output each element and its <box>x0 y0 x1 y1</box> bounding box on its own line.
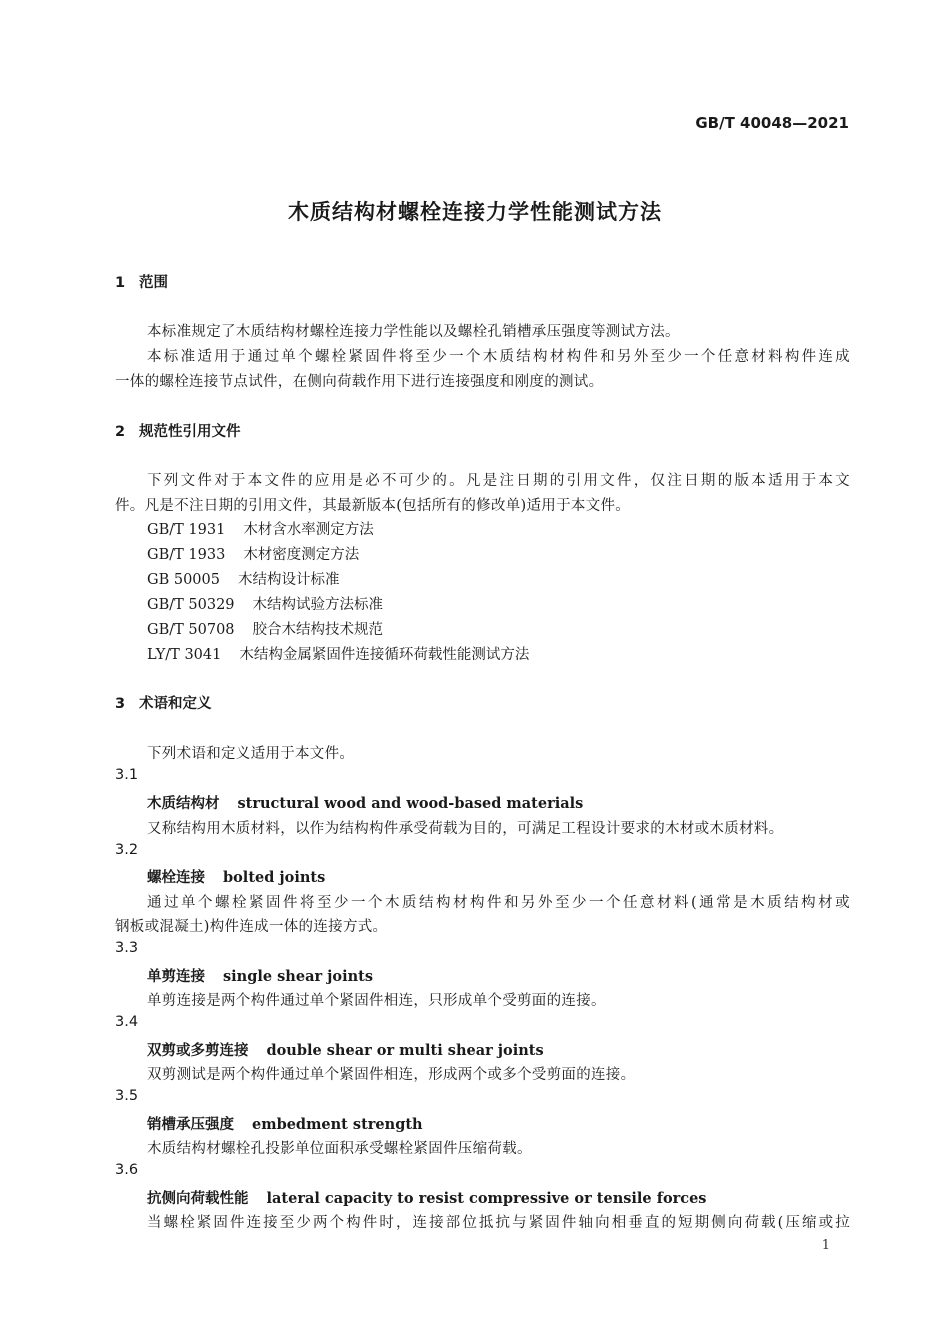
reference-code: GB 50005 <box>147 572 220 588</box>
section-1-heading <box>115 271 168 292</box>
section-2-heading <box>115 420 241 441</box>
term-en: bolted joints <box>223 869 326 886</box>
paragraph-line: 一体的螺栓连接节点试件，在侧向荷载作用下进行连接强度和刚度的测试。 <box>115 374 604 390</box>
term-zh: 抗侧向荷载性能 <box>147 1191 249 1207</box>
section-title: 术语和定义 <box>139 696 212 712</box>
reference-code: GB/T 50708 <box>147 622 235 638</box>
term-zh: 销槽承压强度 <box>147 1117 234 1133</box>
term-definition: 双剪测试是两个构件通过单个紧固件相连，形成两个或多个受剪面的连接。 <box>147 1067 636 1083</box>
term-definition: 木质结构材螺栓孔投影单位面积承受螺栓紧固件压缩荷载。 <box>147 1141 532 1157</box>
term-number: 3.1 <box>115 767 139 783</box>
reference-item <box>147 543 359 564</box>
document-title: 木质结构材螺栓连接力学性能测试方法 <box>288 200 662 224</box>
page-number: 1 <box>821 1238 830 1253</box>
term-en: embedment strength <box>252 1116 423 1133</box>
term-number: 3.6 <box>115 1162 139 1178</box>
term-entry <box>147 1113 423 1134</box>
term-en: lateral capacity to resist compressive or tensile forces <box>266 1190 707 1207</box>
reference-code: GB/T 50329 <box>147 597 235 613</box>
reference-code: LY/T 3041 <box>147 647 222 663</box>
paragraph-line: 件。凡是不注日期的引用文件，其最新版本(包括所有的修改单)适用于本文件。 <box>115 498 631 514</box>
reference-code: GB/T 1933 <box>147 547 226 563</box>
reference-title: 木结构设计标准 <box>237 572 340 588</box>
section-number: 2 <box>115 424 126 440</box>
section-title: 范围 <box>139 275 168 291</box>
section-title: 规范性引用文件 <box>139 424 241 440</box>
standard-number: GB/T 40048—2021 <box>695 114 849 132</box>
reference-item <box>147 643 529 664</box>
term-definition: 钢板或混凝土)构件连成一体的连接方式。 <box>115 919 388 935</box>
reference-title: 胶合木结构技术规范 <box>252 622 384 638</box>
term-en: structural wood and wood-based materials <box>237 795 584 812</box>
term-entry <box>147 866 325 887</box>
reference-title: 木材含水率测定方法 <box>243 522 374 538</box>
term-entry <box>147 965 373 986</box>
reference-item <box>147 593 383 614</box>
reference-item <box>147 518 374 539</box>
term-entry <box>147 1039 544 1060</box>
reference-item <box>147 618 383 639</box>
term-number: 3.3 <box>115 940 139 956</box>
reference-title: 木材密度测定方法 <box>243 547 360 563</box>
term-definition: 当螺栓紧固件连接至少两个构件时，连接部位抵抗与紧固件轴向相垂直的短期侧向荷载(压缩或拉 <box>147 1215 850 1231</box>
paragraph-line: 下列文件对于本文件的应用是必不可少的。凡是注日期的引用文件，仅注日期的版本适用于本文 <box>147 473 850 489</box>
paragraph: 本标准规定了木质结构材螺栓连接力学性能以及螺栓孔销槽承压强度等测试方法。 <box>147 324 680 340</box>
reference-code: GB/T 1931 <box>147 522 226 538</box>
term-definition: 又称结构用木质材料，以作为结构构件承受荷载为目的，可满足工程设计要求的木材或木质材料。 <box>147 821 784 837</box>
paragraph-line: 本标准适用于通过单个螺栓紧固件将至少一个木质结构材构件和另外至少一个任意材料构件连成 <box>147 349 850 365</box>
term-zh: 单剪连接 <box>147 969 205 985</box>
term-entry <box>147 1187 706 1208</box>
term-entry <box>147 792 583 813</box>
section-3-heading <box>115 692 212 713</box>
term-number: 3.2 <box>115 842 139 858</box>
term-zh: 螺栓连接 <box>147 870 205 886</box>
term-zh: 木质结构材 <box>147 796 220 812</box>
reference-item <box>147 568 339 589</box>
term-number: 3.4 <box>115 1014 139 1030</box>
term-definition: 通过单个螺栓紧固件将至少一个木质结构材构件和另外至少一个任意材料(通常是木质结构材或 <box>147 895 850 911</box>
term-number: 3.5 <box>115 1088 139 1104</box>
term-definition: 单剪连接是两个构件通过单个紧固件相连，只形成单个受剪面的连接。 <box>147 993 606 1009</box>
section-number: 1 <box>115 275 126 291</box>
paragraph: 下列术语和定义适用于本文件。 <box>147 746 355 762</box>
reference-title: 木结构金属紧固件连接循环荷载性能测试方法 <box>239 647 530 663</box>
reference-title: 木结构试验方法标准 <box>252 597 384 613</box>
term-en: double shear or multi shear joints <box>266 1042 544 1059</box>
section-number: 3 <box>115 696 126 712</box>
term-zh: 双剪或多剪连接 <box>147 1043 249 1059</box>
term-en: single shear joints <box>223 968 373 985</box>
